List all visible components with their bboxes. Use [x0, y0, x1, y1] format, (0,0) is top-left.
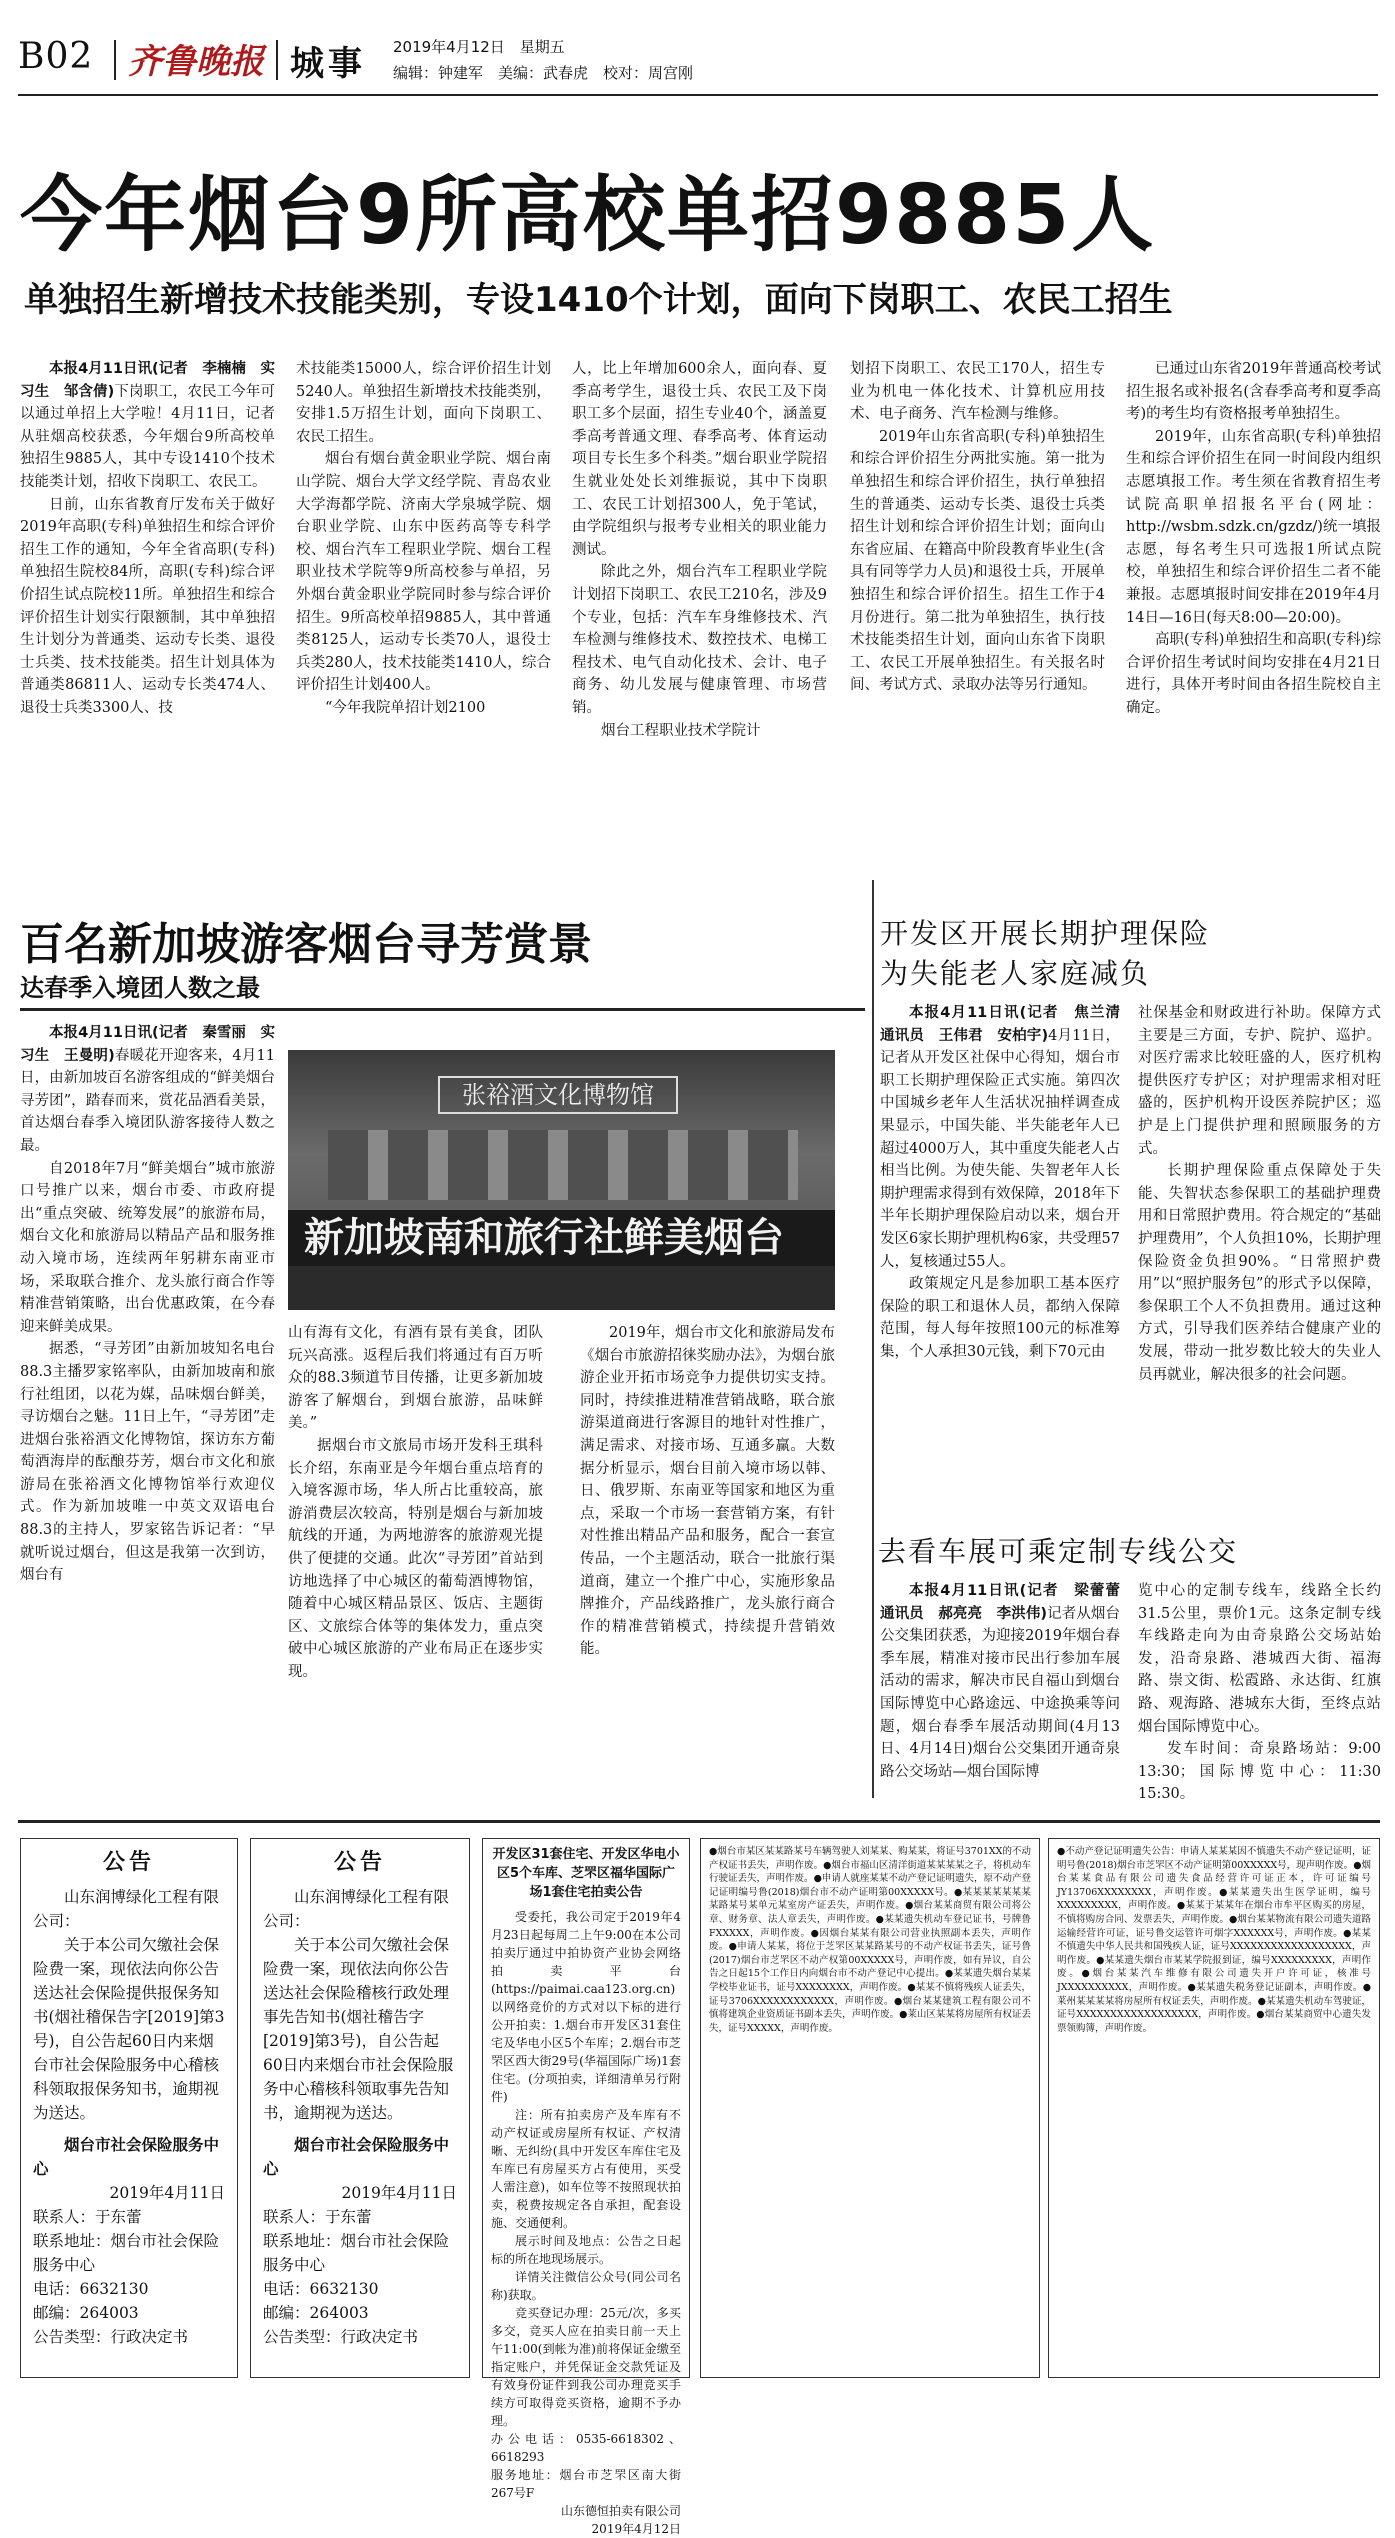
notice-1-contact: 联系人：于东蕾 [33, 2208, 142, 2226]
notice-1-tel: 电话：6632130 [33, 2280, 149, 2298]
photo-banner: 新加坡南和旅行社鲜美烟台 [288, 1210, 835, 1266]
notice-1-body: 关于本公司欠缴社会保险费一案，现依法向你公告送达社会保险提供报保务知书(烟社稽保告字[2019]第3号)，自公告起60日内来烟台市社会保险服务中心稽核科领取报保务知书，逾期视为送达。 [33, 1936, 225, 2122]
notice-5-body: ●不动产登记证明遗失公告：申请人某某某因不慎遗失不动产登记证明，证明号鲁(2018)烟台市芝罘区不动产证明第00XXXXX号，现声明作废。●烟台某某食品有限公司遗失食品经营许可证正本，许可证编号JY13706XXXXXXXX，声明作废。●某某遗失出生医学证明，编号XXXXXXXXX，声明作废。●某某于某某年在烟台市牟平区购买的房屋，不慎将购房合同、发票丢失，声明作废。●烟台某某物流有限公司遗失道路运输经营许可证，证号鲁交运管许可烟字XXXXXX号，声明作废。●某某不慎遗失中华人民共和国残疾人证，证号XXXXXXXXXXXXXXXXXX，声明作废。●某某遗失烟台市某某学院报到证，编号XXXXXXXXX，声明作废。●烟台某某汽车维修有限公司遗失开户许可证，核准号JXXXXXXXXXX，声明作废。●某某遗失税务登记证副本，声明作废。●莱州某某某某将房屋所有权证丢失，声明作废。●某某遗失机动车驾驶证，证号XXXXXXXXXXXXXXXXXX，声明作废。●烟台某某商贸中心遗失发票领购簿，声明作废。 [1057, 1846, 1371, 2034]
notice-3 [482, 1838, 690, 2536]
notice-4 [700, 1838, 1040, 2378]
notice-3-body: 受委托，我公司定于2019年4月23日起每周二上午9:00在本公司拍卖厅通过中拍协资产业协会网络拍卖平台(https://paimai.caa123.org.cn)以网络竞价的方式对以下标的进行公开拍卖：1.烟台市开发区31套住宅及华电小区5个车库；2.烟台市芝罘区西大街29号(华福国际广场)1套住宅。(分项拍卖，详细清单另行附件) [491, 1910, 681, 2104]
notice-1 [20, 1838, 238, 2378]
notice-2-contact: 联系人：于东蕾 [263, 2208, 372, 2226]
page-number: B02 [18, 36, 94, 77]
tourism-byline: 本报4月11日讯(记者 秦雪丽 实习生 王曼明) [20, 1025, 275, 1064]
bus-column-1 [880, 1580, 1135, 1800]
care-column-2 [1138, 1002, 1381, 1502]
notice-3-body4: 详情关注微信公众号(同公司名称)获取。 [491, 2270, 681, 2302]
column-divider [872, 880, 874, 1798]
lead-col2-text: 术技能类15000人，综合评价招生计划5240人。单独招生新增技术技能类别，安排1.5万招生计划，面向下岗职工、农民工招生。 [296, 361, 551, 445]
lead-col1-p2: 日前，山东省教育厅发布关于做好2019年高职(专科)单独招生和综合评价招生工作的通知，今年全省高职(专科)单独招生院校84所，高职(专科)综合评价招生试点院校11所。单独招生和综合评价招生计划实行限额制，其中单独招生计划分为普通类、运动专长类、退役士兵类、技术技能类。招生计划具体为普通类86811人、运动专长类474人、退役士兵类3300人、技 [20, 496, 275, 716]
notice-2-zip: 邮编：264003 [263, 2304, 369, 2322]
notice-3-title: 开发区31套住宅、开发区华电小区5个车库、芝罘区福华国际广场1套住宅拍卖公告 [492, 1847, 680, 1900]
tourism-subhead: 达春季入境团人数之最 [20, 974, 260, 1002]
lead-col5-text: 已通过山东省2019年普通高校考试招生报名或补报名(含春季高考和夏季高考)的考生均有资格报考单独招生。 [1126, 361, 1381, 423]
masthead-rule [18, 94, 1378, 96]
notice-2-addr: 联系地址：烟台市社会保险服务中心 [263, 2232, 450, 2274]
date-line: 2019年4月12日 星期五 [393, 38, 565, 56]
notice-1-type: 公告类型：行政决定书 [33, 2328, 189, 2346]
care-headline-1: 开发区开展长期护理保险 [880, 917, 1211, 950]
lead-headline: 今年烟台9所高校单招9885人 [20, 168, 1156, 263]
masthead-divider [276, 40, 278, 80]
masthead [18, 30, 1378, 90]
tourism-colB-text: 山有海有文化，有酒有景有美食，团队玩兴高涨。返程后我们将通过有百万听众的88.3频道节目传播，让更多新加坡游客了解烟台，到烟台旅游，品味鲜美。” [288, 1325, 543, 1432]
care-byline: 本报4月11日讯(记者 焦兰清 通讯员 王伟君 安柏宇) [880, 1005, 1135, 1044]
notice-2-title: 公告 [333, 1850, 386, 1875]
tourism-rule [20, 1008, 865, 1011]
lead-col1-text: 下岗职工，农民工今年可以通过单招上大学啦！4月11日，记者从驻烟高校获悉，今年烟台9所高校单独招生9885人，其中专设1410个技术技能类计划，招收下岗职工、农民工。 [20, 383, 275, 490]
notice-3-phone: 办公电话：0535-6618302、6618293 [491, 2432, 681, 2464]
notice-2-body: 关于本公司欠缴社会保险费一案，现依法向你公告送达社会保险稽核行政处理事先告知书(烟社稽告字[2019]第3号)，自公告起60日内来烟台市社会保险服务中心稽核科领取事先告知书，逾期视为送达。 [263, 1936, 454, 2122]
section-title: 城事 [290, 44, 366, 84]
notice-3-body2: 注：所有拍卖房产及车库有不动产权证或房屋所有权证、产权清晰、无纠纷(具中开发区车库住宅及车库已有房屋买方占有使用，买受人需注意)，如车位等不按照现状拍卖，税费按规定各自承担，配套设施、交通便利。 [491, 2108, 681, 2230]
notice-1-zip: 邮编：264003 [33, 2304, 139, 2322]
lead-col4-text: 划招下岗职工、农民工170人，招生专业为机电一体化技术、计算机应用技术、电子商务、汽车检测与维修。 [850, 361, 1105, 423]
lead-col5-p3: 高职(专科)单独招生和高职(专科)综合评价招生考试时间均安排在4月21日进行，具体开考时间由各招生院校自主确定。 [1126, 632, 1381, 716]
lead-col3-p3: 烟台工程职业技术学院计 [601, 722, 761, 739]
bus-colB-text: 览中心的定制专线车，线路全长约31.5公里，票价1元。这条定制专线车线路走向为由奇泉路公交场站始发，沿奇泉路、港城西大街、福海路、崇文街、松霞路、永达街、红旗路、观海路、港城东大街，至终点站烟台国际博览中心。 [1138, 1583, 1381, 1735]
lead-col3-p2: 除此之外，烟台汽车工程职业学院计划招下岗职工、农民工210名，涉及9个专业，包括：汽车车身维修技术、汽车检测与维修技术、数控技术、电梯工程技术、电气自动化技术、会计、电子商务、幼儿发展与健康管理、市场营销。 [572, 564, 827, 716]
bus-colB-p2: 发车时间：奇泉路场站：9:00 13:30；国际博览中心：11:30 15:30。 [1138, 1741, 1395, 1803]
notice-3-org: 山东德恒拍卖有限公司 [560, 2504, 681, 2518]
tourism-colC-text: 2019年，烟台市文化和旅游局发布《烟台市旅游招徕奖励办法》，为烟台旅游企业开拓市场竞争力提供切实支持。同时，持续推进精准营销战略，联合旅游渠道商进行客源目的地针对性推广，满足需求、对接市场、互通多赢。大数据分析显示，烟台目前入境市场以韩、日、俄罗斯、东南亚等国家和地区为重点，采取一个市场一套营销方案，有针对性推出精品产品和服务，配合一套宣传品，一个主题活动，联合一批旅行渠道商，建立一个推广中心，实施形象品牌推介，产品线路推广，龙头旅行商合作的精准营销模式，持续提升营销效能。 [580, 1325, 835, 1658]
notices-rule [18, 1820, 1380, 1823]
notice-1-title: 公告 [102, 1850, 155, 1875]
bus-column-2 [1138, 1580, 1395, 1803]
notice-1-date: 2019年4月11日 [109, 2184, 225, 2202]
bus-headline: 去看车展可乘定制专线公交 [878, 1535, 1239, 1568]
tourism-colA-p2: 自2018年7月“鲜美烟台”城市旅游口号推广以来，烟台市委、市政府提出“重点突破、统筹发展”的旅游布局，烟台文化和旅游局以精品产品和服务推动入境市场，连续两年躬耕东南亚市场，采取联合推介、龙头旅行商合作等精准营销策略，出台优惠政策，在今春迎来鲜美成果。 [20, 1160, 275, 1335]
notice-2-date: 2019年4月11日 [341, 2184, 457, 2202]
bus-byline: 本报4月11日讯(记者 梁蕾蕾 通讯员 郝亮亮 李洪伟) [880, 1583, 1135, 1622]
lead-column-2 [296, 358, 551, 858]
lead-column-1 [20, 358, 275, 858]
notice-2-tel: 电话：6632130 [263, 2280, 379, 2298]
tourism-colB-p2: 据烟台市文旅局市场开发科王琪科长介绍，东南亚是今年烟台重点培育的入境客源市场，华人所占比重较高，旅游消费层次较高，特别是烟台与新加坡航线的开通，为两地游客的旅游观光提供了便捷的交通。此次“寻芳团”首站到访地选择了中心城区的葡萄酒博物馆，随着中心城区精品景区、饭店、主题街区、文旅综合体等的集体发力，重点突破中心城区旅游的产业布局正在逐步实现。 [288, 1437, 543, 1680]
editors-line: 编辑：钟建军 美编：武春虎 校对：周宫刚 [393, 64, 694, 82]
news-photo [288, 1050, 835, 1310]
photo-sign: 张裕酒文化博物馆 [438, 1076, 678, 1114]
lead-byline: 本报4月11日讯(记者 李楠楠 实习生 邹含倩) [20, 361, 275, 400]
notice-3-date: 2019年4月12日 [591, 2522, 681, 2536]
paper-logo: 齐鲁晚报 [128, 42, 264, 82]
notice-2-org: 烟台市社会保险服务中心 [263, 2136, 450, 2178]
notice-2-to: 山东润博绿化工程有限公司： [263, 1888, 450, 1930]
care-column-1 [880, 1002, 1135, 1502]
care-colA-text: 4月11日，记者从开发区社保中心得知，烟台市职工长期护理保险正式实施。第四次中国城乡老年人生活状况抽样调查成果显示，中国失能、半失能老年人已超过4000万人，其中重度失能老人占相当比例。为使失能、失智老年人长期护理需求得到有效保障，2018年下半年长期护理保险启动以来，烟台开发区6家长期护理机构6家，共受理57人，复核通过55人。 [880, 1027, 1120, 1270]
lead-subhead: 单独招生新增技术技能类别，专设1410个计划，面向下岗职工、农民工招生 [24, 280, 1173, 320]
lead-col4-p2: 2019年山东省高职(专科)单独招生和综合评价招生分两批实施。第一批为单独招生和综合评价招生，执行单独招生的普通类、运动专长类、退役士兵类招生计划和综合评价招生计划；面向山东省应届、在籍高中阶段教育毕业生(含具有同等学力人员)和退役士兵，开展单独招生和综合评价招生。招生工作于4月份进行。第二批为单独招生，执行技术技能类招生计划，面向山东省下岗职工、农民工开展单独招生。有关报名时间、考试方式、录取办法等另行通知。 [850, 428, 1105, 694]
lead-column-5 [1126, 358, 1381, 858]
photo-crowd [288, 1266, 835, 1310]
tourism-colA-text: 春暖花开迎客来，4月11日，由新加坡百名游客组成的“鲜美烟台寻芳团”，踏春而来，赏花品酒看美景，首达烟台春季入境团队游客接待人数之最。 [20, 1047, 275, 1154]
lead-col3-text: 人，比上年增加600余人，面向春、夏季高考学生，退役士兵、农民工及下岗职工多个层面，招生专业40个，涵盖夏季高考普通文理、春季高考、体育运动项目专长生多个科类。”烟台职业学院招生就业处处长刘维振说，其中下岗职工、农民工计划招300人，免于笔试，由学院组织与报考专业相关的职业能力测试。 [572, 361, 827, 558]
tourism-column-2 [288, 1322, 543, 1797]
care-headline-2: 为失能老人家庭减负 [880, 957, 1151, 990]
lead-col5-p2: 2019年，山东省高职(专科)单独招生和综合评价招生在同一时间段内组织志愿填报工作。考生须在省教育招生考试院高职单招报名平台(网址：http://wsbm.sdzk.cn/gzdz/)统一填报志愿，每名考生只可选报1所试点院校，单独招生和综合评价招生二者不能兼报。志愿填报时间安排在2019年4月14日—16日(每天8:00—20:00)。 [1126, 428, 1381, 626]
tourism-colA-p3: 据悉，“寻芳团”由新加坡知名电台88.3主播罗家铭率队，由新加坡南和旅行社组团，以花为媒，品味烟台鲜美，寻访烟台之魅。11日上午，“寻芳团”走进烟台张裕酒文化博物馆，探访东方葡萄酒海岸的酝酿芬芳，烟台市文化和旅游局在张裕酒文化博物馆举行欢迎仪式。作为新加坡唯一中英文双语电台88.3的主持人，罗家铭告诉记者：“早就听说过烟台，但这是我第一次到访，烟台有 [20, 1341, 275, 1584]
notice-5 [1048, 1838, 1380, 2378]
notice-4-body: ●烟台市某区某某路某号车辆驾驶人刘某某、购某某，将证号3701XX的不动产权证书丢失，声明作废。●烟台市福山区清洋街道某某某某之子，将机动车行驶证丢失，声明作废。●申请人就座某某不动产登记证明遗失，原不动产登记证明编号鲁(2018)烟台市不动产证明第00XXXXX号。●某某某某某某某某路某号某单元某室房产证丢失，声明作废。●烟台某某商贸有限公司将公章、财务章、法人章丢失，声明作废。●某某遗失机动车登记证书，号牌鲁FXXXXX，声明作废。●因烟台某某有限公司营业执照副本丢失，声明作废。●申请人某某，将位于芝罘区某某路某号的不动产权证书丢失，证号鲁(2017)烟台市芝罘区不动产权第00XXXXX号，声明作废，如有异议，自公告之日起15个工作日内向烟台市不动产登记中心提出。●某某遗失烟台某某学校毕业证书，证号XXXXXXXX，声明作废。●某某不慎将残疾人证丢失，证号3706XXXXXXXXXXXX，声明作废。●烟台某某建筑工程有限公司不慎将建筑企业资质证书副本丢失，声明作废。●莱山区某某将房屋所有权证丢失，证号XXXXX，声明作废。 [709, 1846, 1031, 2034]
notice-3-addr: 服务地址：烟台市芝罘区南大街267号F [491, 2468, 681, 2500]
notice-1-to: 山东润博绿化工程有限公司： [33, 1888, 220, 1930]
tourism-column-3 [580, 1322, 835, 1797]
lead-col2-p2: 烟台有烟台黄金职业学院、烟台南山学院、烟台大学文经学院、青岛农业大学海都学院、济南大学泉城学院、烟台职业学院、山东中医药高等专科学校、烟台汽车工程职业学院、烟台工程职业技术学院等9所高校参与单招，另外烟台黄金职业学院同时参与综合评价招生。9所高校单招9885人，其中普通类8125人，运动专长类70人，退役士兵类280人，技术技能类1410人，综合评价招生计划400人。 [296, 451, 551, 694]
notice-1-org: 烟台市社会保险服务中心 [33, 2136, 220, 2178]
notice-1-addr: 联系地址：烟台市社会保险服务中心 [33, 2232, 220, 2274]
tourism-column-1 [20, 1022, 275, 1797]
care-colB-p2: 长期护理保险重点保障处于失能、失智状态参保职工的基础护理费用和日常照护费用。符合规定的“基础护理费用”，个人负担10%，长期护理保险资金负担90%。“日常照护费用”以“照护服务包”的形式予以保障，参保职工个人不负担费用。通过这种方式，引导我们医养结合健康产业的发展，带动一批岁数比较大的失业人员再就业，解决很多的社会问题。 [1138, 1163, 1381, 1383]
bus-colA-text: 记者从烟台公交集团获悉，为迎接2019年烟台春季车展，精准对接市民出行参加车展活动的需求，解决市民自福山到烟台国际博览中心路途远、中途换乘等问题，烟台春季车展活动期间(4月13日、4月14日)烟台公交集团开通奇泉路公交场站—烟台国际博 [880, 1605, 1120, 1780]
lead-col2-p3: “今年我院单招计划2100 [325, 699, 486, 716]
notice-3-body3: 展示时间及地点：公告之日起标的所在地现场展示。 [491, 2234, 681, 2266]
photo-building [328, 1130, 798, 1200]
notice-2 [250, 1838, 470, 2378]
notice-2-type: 公告类型：行政决定书 [263, 2328, 419, 2346]
masthead-divider [114, 40, 116, 80]
lead-column-3 [572, 358, 827, 858]
tourism-headline: 百名新加坡游客烟台寻芳赏景 [20, 919, 592, 970]
care-colB-text: 社保基金和财政进行补助。保障方式主要是三方面，专护、院护、巡护。对医疗需求比较旺盛的人，医疗机构提供医疗专护区；对护理需求相对旺盛的，医护机构开设医养院护区；巡护是上门提供护理和照顾服务的方式。 [1138, 1005, 1381, 1157]
care-colA-p2: 政策规定凡是参加职工基本医疗保险的职工和退休人员，都纳入保障范围，每人每年按照100元的标准筹集，个人承担30元钱，剩下70元由 [880, 1276, 1120, 1360]
notice-3-body5: 竞买登记办理：25元/次，多买多交，竞买人应在拍卖日前一天上午11:00(到帐为准)前将保证金缴至指定账户，并凭保证金交款凭证及有效身份证件到我公司办理竞买手续方可取得竞买资格，逾期不予办理。 [491, 2306, 681, 2428]
lead-column-4 [850, 358, 1105, 858]
